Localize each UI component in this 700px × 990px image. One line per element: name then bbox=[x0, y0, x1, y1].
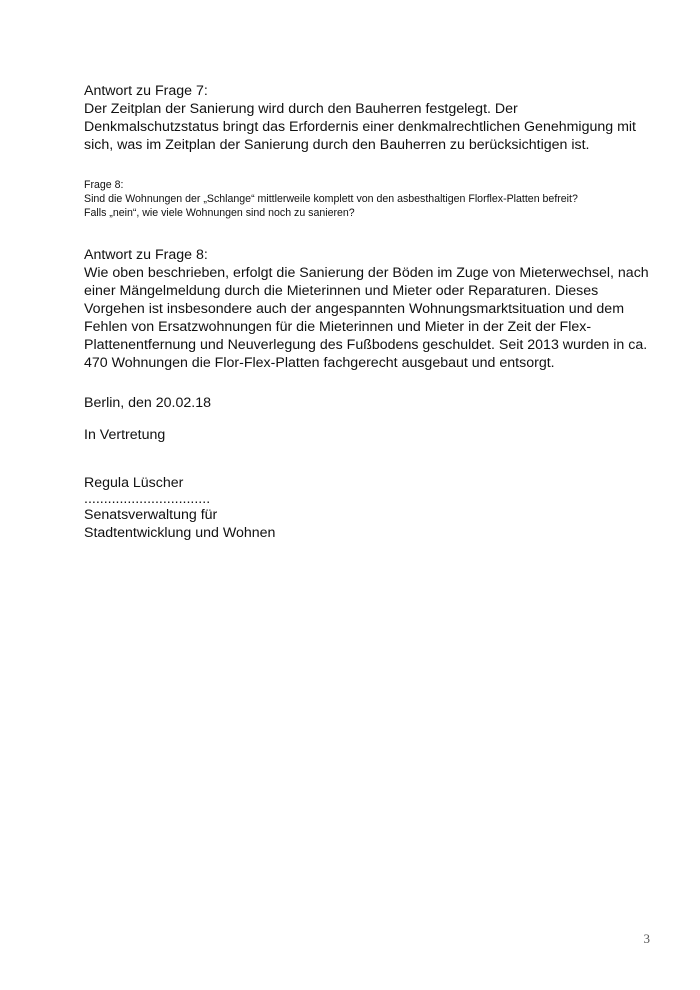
answer-8-section bbox=[84, 246, 664, 372]
representation-text: In Vertretung bbox=[84, 427, 166, 443]
department-line: Stadtentwicklung und Wohnen bbox=[84, 525, 276, 541]
page-number: 3 bbox=[643, 931, 650, 946]
place-date-text: Berlin, den 20.02.18 bbox=[84, 395, 211, 411]
question-8-line: Sind die Wohnungen der „Schlange“ mittlerweile komplett von den asbesthaltigen Florflex-Platten befreit? bbox=[84, 193, 578, 205]
representation bbox=[84, 426, 664, 444]
signature-dots: ................................ bbox=[84, 491, 211, 507]
answer-8-line: 470 Wohnungen die Flor-Flex-Platten fachgerecht ausgebaut und entsorgt. bbox=[84, 355, 555, 371]
answer-8-line: einer Mängelmeldung durch die Mieterinnen und Mieter oder Reparaturen. Dieses bbox=[84, 283, 599, 299]
answer-8-line: Vorgehen ist insbesondere auch der angespannten Wohnungsmarktsituation und dem bbox=[84, 301, 625, 317]
answer-7-line: Denkmalschutzstatus bringt das Erfordernis einer denkmalrechtlichen Genehmigung mit bbox=[84, 119, 637, 135]
answer-8-line: Plattenentfernung und Neuverlegung des Fußbodens geschuldet. Seit 2013 wurden in ca. bbox=[84, 337, 648, 353]
question-8-line: Falls „nein“, wie viele Wohnungen sind noch zu sanieren? bbox=[84, 207, 355, 219]
answer-7-line: Der Zeitplan der Sanierung wird durch den Bauherren festgelegt. Der bbox=[84, 101, 518, 117]
place-date bbox=[84, 394, 664, 412]
signature-block bbox=[84, 474, 664, 542]
question-8-heading: Frage 8: bbox=[84, 179, 124, 191]
answer-7-heading: Antwort zu Frage 7: bbox=[84, 83, 208, 99]
answer-8-heading: Antwort zu Frage 8: bbox=[84, 247, 208, 263]
question-8-section bbox=[84, 178, 664, 220]
answer-8-line: Wie oben beschrieben, erfolgt die Sanierung der Böden im Zuge von Mieterwechsel, nach bbox=[84, 265, 649, 281]
answer-8-line: Fehlen von Ersatzwohnungen für die Mieterinnen und Mieter in der Zeit der Flex- bbox=[84, 319, 592, 335]
answer-7-line: sich, was im Zeitplan der Sanierung durch den Bauherren zu berücksichtigen ist. bbox=[84, 137, 590, 153]
signatory-name: Regula Lüscher bbox=[84, 475, 184, 491]
answer-7-section bbox=[84, 82, 664, 154]
department-line: Senatsverwaltung für bbox=[84, 507, 218, 523]
